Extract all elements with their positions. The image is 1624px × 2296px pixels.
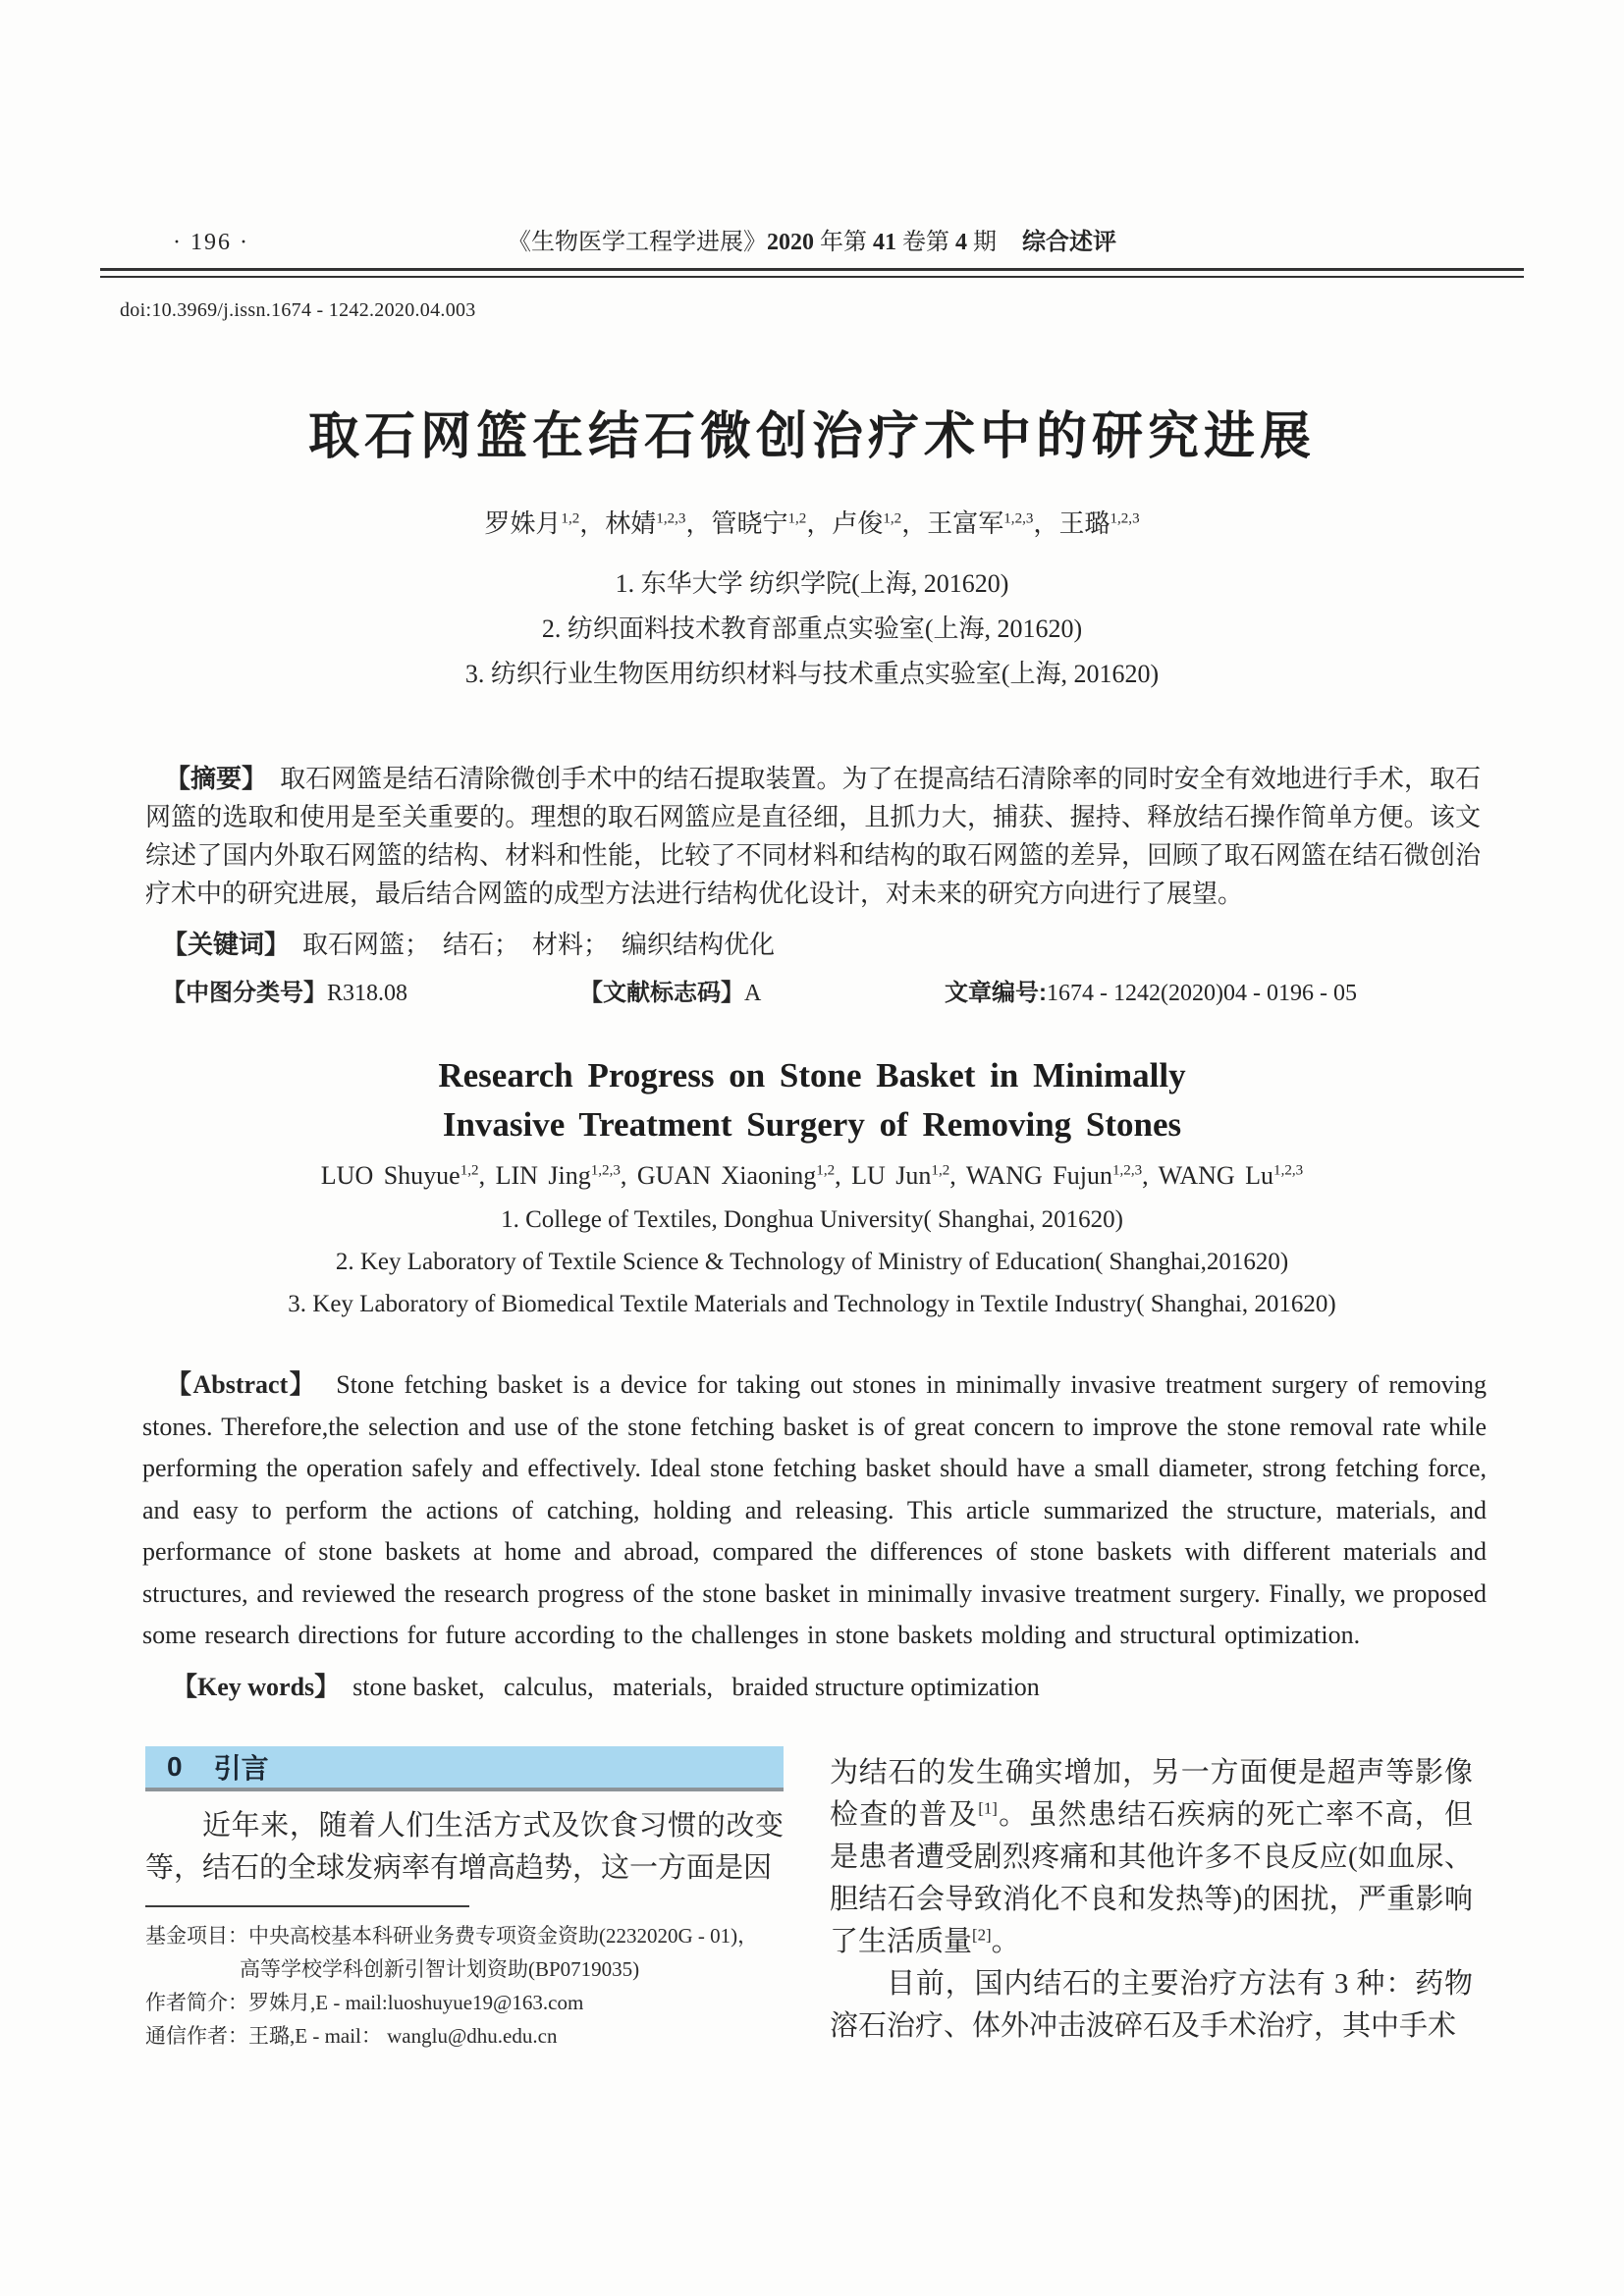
section-heading-introduction — [145, 1746, 784, 1791]
affiliation-en-2: 2. Key Laboratory of Textile Science & Technology of Ministry of Education( Shanghai,201620) — [335, 1249, 1289, 1275]
intro-paragraph-right-2: 目前，国内结石的主要治疗方法有 3 种：药物溶石治疗、体外冲击波碎石及手术治疗，其中手术 — [830, 1967, 1473, 2042]
column-label: 综合述评 — [1022, 229, 1116, 255]
abstract-en-label: 【Abstract】 — [166, 1370, 317, 1399]
abstract-zh — [145, 760, 1481, 913]
document-code-label: 【文献标志码】 — [579, 980, 744, 1006]
affiliations-en — [0, 1199, 1624, 1325]
keywords-zh-label: 【关键词】 — [162, 930, 291, 959]
keywords-en — [172, 1667, 1487, 1703]
document-code-value: A — [744, 981, 762, 1006]
affiliation-en-3: 3. Key Laboratory of Biomedical Textile Materials and Technology in Textile Industry( Shanghai, 201620) — [288, 1291, 1336, 1317]
abstract-zh-label: 【摘要】 — [165, 764, 268, 793]
affiliations-zh — [0, 561, 1624, 697]
section-title: 引言 — [213, 1752, 269, 1784]
affiliation-zh-3: 3. 纺织行业生物医用纺织材料与技术重点实验室(上海, 201620) — [464, 660, 1160, 688]
classification-row — [0, 973, 1624, 1012]
corresponding-author-note: 通信作者：王璐,E - mail： wanglu@dhu.edu.cn — [145, 2023, 558, 2048]
doi-line: doi:10.3969/j.issn.1674 - 1242.2020.04.003 — [120, 299, 476, 321]
article-title-zh: 取石网篮在结石微创治疗术中的研究进展 — [307, 408, 1316, 465]
article-number-value: 1674 - 1242(2020)04 - 0196 - 05 — [1047, 981, 1357, 1006]
author-bio-note: 作者简介：罗姝月,E - mail:luoshuyue19@163.com — [145, 1990, 584, 2014]
intro-paragraph-right-1: 为结石的发生确实增加，另一方面便是超声等影像检查的普及[1]。虽然患结石疾病的死亡率不高，但是患者遭受剧烈疼痛和其他许多不良反应(如血尿、胆结石会导致消化不良和发热等)的困扰，严重影响了生活质量[2]。 — [830, 1756, 1473, 1957]
authors-en: LUO Shuyue$^{1,2}$, LIN Jing$^{1,2,3}$, GUAN Xiaoning$^{1,2}$, LU Jun$^{1,2}$, WANG Fujun$^{1,2,3}$, WANG Lu$^{1,2,3}$ — [320, 1161, 1304, 1190]
article-number — [945, 973, 1357, 1007]
affiliation-zh-2: 2. 纺织面料技术教育部重点实验室(上海, 201620) — [541, 614, 1083, 643]
abstract-en-text: Stone fetching basket is a device for taking out stones in minimally invasive treatment surgery of removing stones. Therefore,the selection and use of the stone fetching basket is of great concern to improve the stone removal rate while performing the operation safely and effectively. Ideal stone fetching basket should have a small diameter, strong fetching force, and easy to perform the actions of catching, holding and releasing. This article summarized the structure, materials, and performance of stone baskets at home and abroad, compared the differences of stone baskets with different materials and structures, and reviewed the research progress of the stone basket in minimally invasive treatment surgery. Finally, we proposed some research directions for future according to the challenges in stone baskets molding and structural optimization. — [142, 1370, 1487, 1649]
header-double-rule — [100, 268, 1524, 278]
keywords-en-label: 【Key words】 — [172, 1672, 341, 1701]
keywords-zh-text: 取石网篮； 结石； 材料； 编织结构优化 — [302, 931, 776, 959]
intro-paragraph-left: 近年来，随着人们生活方式及饮食习惯的改变等，结石的全球发病率有增高趋势，这一方面是因 — [145, 1809, 784, 1884]
running-head — [100, 0, 1524, 256]
left-column — [145, 1746, 784, 2053]
abstract-en — [142, 1364, 1487, 1657]
funding-note-line2: 高等学校学科创新引智计划资助(BP0719035) — [240, 1956, 640, 1981]
article-title-en-line1: Research Progress on Stone Basket in Minimally — [438, 1056, 1186, 1095]
body-columns — [145, 1746, 1624, 2053]
keywords-zh — [162, 925, 1481, 961]
article-title-en-line2: Invasive Treatment Surgery of Removing Stones — [442, 1105, 1182, 1144]
section-number: 0 — [167, 1750, 183, 1782]
journal-issue-text: 《生物医学工程学进展》2020 年第 41 卷第 4 期 — [508, 230, 997, 255]
keywords-en-text: stone basket, calculus, materials, braided structure optimization — [352, 1672, 1040, 1701]
clc-number — [162, 973, 407, 1007]
journal-issue-line — [336, 222, 1288, 256]
page-number: · 196 · — [173, 230, 249, 255]
clc-value: R318.08 — [327, 981, 408, 1006]
funding-note-line1: 基金项目：中央高校基本科研业务费专项资金资助(2232020G - 01)， — [145, 1923, 759, 1948]
clc-label: 【中图分类号】 — [162, 980, 327, 1006]
affiliation-en-1: 1. College of Textiles, Donghua University( Shanghai, 201620) — [501, 1206, 1123, 1233]
document-code — [579, 973, 761, 1007]
footnotes-block — [145, 1919, 784, 2053]
article-title-en — [0, 1051, 1624, 1149]
affiliation-zh-1: 1. 东华大学 纺织学院(上海, 201620) — [615, 569, 1009, 598]
footnote-separator — [145, 1905, 469, 1907]
abstract-zh-text: 取石网篮是结石清除微创手术中的结石提取装置。为了在提高结石清除率的同时安全有效地进行手术，取石网篮的选取和使用是至关重要的。理想的取石网篮应是直径细，且抓力大，捕获、握持、释放结石操作简单方便。该文综述了国内外取石网篮的结构、材料和性能，比较了不同材料和结构的取石网篮的差异，回顾了取石网篮在结石微创治疗术中的研究进展，最后结合网篮的成型方法进行结构优化设计，对未来的研究方向进行了展望。 — [145, 765, 1481, 908]
authors-zh: 罗姝月$^{1,2}$，林婧$^{1,2,3}$，管晓宁$^{1,2}$，卢俊$^{1,2}$，王富军$^{1,2,3}$，王璐$^{1,2,3}$ — [484, 509, 1140, 538]
right-column — [830, 1746, 1473, 2048]
article-number-label: 文章编号: — [945, 980, 1047, 1006]
